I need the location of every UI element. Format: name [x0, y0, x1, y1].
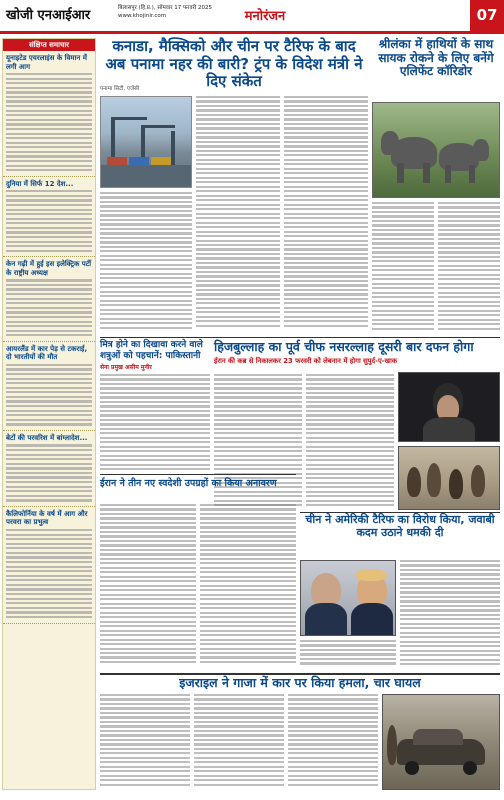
israel-story-text-col-1: [100, 694, 190, 790]
masthead: [0, 0, 504, 34]
port-cranes-photo: [100, 96, 192, 188]
brief-body: [6, 279, 92, 336]
elephant-story-headline: श्रीलंका में हाथियों के साथ सायक रोकने के लिए बनेंगे एलिफेंट कॉरिडोर: [378, 37, 494, 78]
section-divider: [100, 474, 296, 475]
edition-web-line: www.khojinir.com: [118, 13, 167, 19]
pakistan-story-text: [100, 374, 210, 474]
crowd-photo: [398, 446, 500, 510]
xi-trump-photo: [300, 560, 396, 636]
brief-title: बेटों की परवरिश में बांग्लादेश...: [6, 433, 88, 442]
top-story-text-col-2: [196, 96, 280, 334]
page-number: 07: [470, 0, 504, 31]
news-brief-column: [2, 38, 96, 790]
iran-story-text-col-2: [200, 504, 296, 670]
damaged-car-photo: [382, 694, 500, 790]
brief-item: [3, 431, 95, 507]
brief-item: [3, 51, 95, 177]
israel-story-headline: इजराइल ने गाजा में कार पर किया हमला, चार घायल: [179, 675, 421, 690]
brief-body: [6, 73, 92, 171]
china-story-text-col-1: [400, 560, 500, 670]
brief-item: [3, 507, 95, 624]
israel-story-text-col-2: [194, 694, 284, 790]
section-title: मनोरंजन: [244, 9, 286, 24]
hezbollah-story-subheadline: ईरान की कब्र से निकालकर 23 फरवरी को लेबनान में होगा सुपुर्द-ए-खाक: [214, 357, 398, 365]
israel-story-text-col-3: [288, 694, 378, 790]
brief-title: यूनाइटेड एयरलाइंस के विमान में लगी आग: [6, 54, 87, 71]
brief-body: [6, 190, 92, 252]
hezbollah-story-headline: हिजबुल्लाह का पूर्व चीफ नसरल्लाह दूसरी बार दफन होगा: [214, 339, 474, 354]
brief-item: [3, 177, 95, 258]
top-story-byline: पनामा सिटी, एजेंसी: [100, 86, 140, 92]
newspaper-logo: खोजी एनआईआर: [6, 8, 91, 23]
pakistan-story-subheadline: सेना प्रमुख असीम मुनीर: [100, 364, 152, 371]
section-divider: [100, 337, 500, 338]
brief-body: [6, 529, 92, 618]
brief-title: कैलिफोर्निया के वर्ष में आग और परवरा का प्रभुत्व: [6, 509, 88, 527]
hezbollah-story-text-col-1: [214, 374, 302, 510]
elephant-story-text-col-2: [438, 202, 500, 334]
nasrallah-portrait-photo: [398, 372, 500, 442]
elephants-photo: [372, 102, 500, 198]
brief-title: केन गढ़ी में हुई इस इलेक्ट्रिक पर्टी के राष्ट्रीय अध्यक्ष: [6, 260, 92, 277]
brief-item: [3, 342, 95, 431]
edition-date-line: बिलासपुर (हि.प्र.), सोमवार 17 फरवरी 2025: [118, 5, 212, 11]
china-story-text-col-2: [300, 640, 396, 670]
china-story-headline: चीन ने अमेरिकी टैरिफ का विरोध किया, जवाबी कदम उठाने धमकी दी: [305, 513, 495, 539]
elephant-story-text-col-1: [372, 202, 434, 334]
brief-body: [6, 364, 92, 426]
brief-item: [3, 257, 95, 342]
iran-story-headline: ईरान ने तीन नए स्वदेशी उपग्रहों का किया अनावरण: [100, 478, 277, 489]
brief-body: [6, 444, 92, 501]
pakistan-story-headline: मित्र होने का दिखावा करने वाले शत्रुओं को पहचानें: पाकिस्तानी: [100, 340, 203, 361]
brief-title: दुनिया में सिर्फ 12 देश...: [6, 179, 74, 188]
iran-story-text-col-1: [100, 504, 196, 670]
hezbollah-story-text-col-2: [306, 374, 394, 510]
top-story-headline: कनाडा, मैक्सिको और चीन पर टैरिफ के बाद अब पनामा नहर की बारी? ट्रंप के विदेश मंत्री ने दिए संकेत: [105, 37, 363, 90]
brief-title: आयरलैंड में कार पेड़ से टकराई, दो भारतीयों की मौत: [6, 344, 88, 362]
top-story-text-col-3: [284, 96, 368, 334]
news-brief-header: संक्षिप्त समाचार: [3, 39, 95, 51]
top-story-text-col-1: [100, 192, 192, 334]
